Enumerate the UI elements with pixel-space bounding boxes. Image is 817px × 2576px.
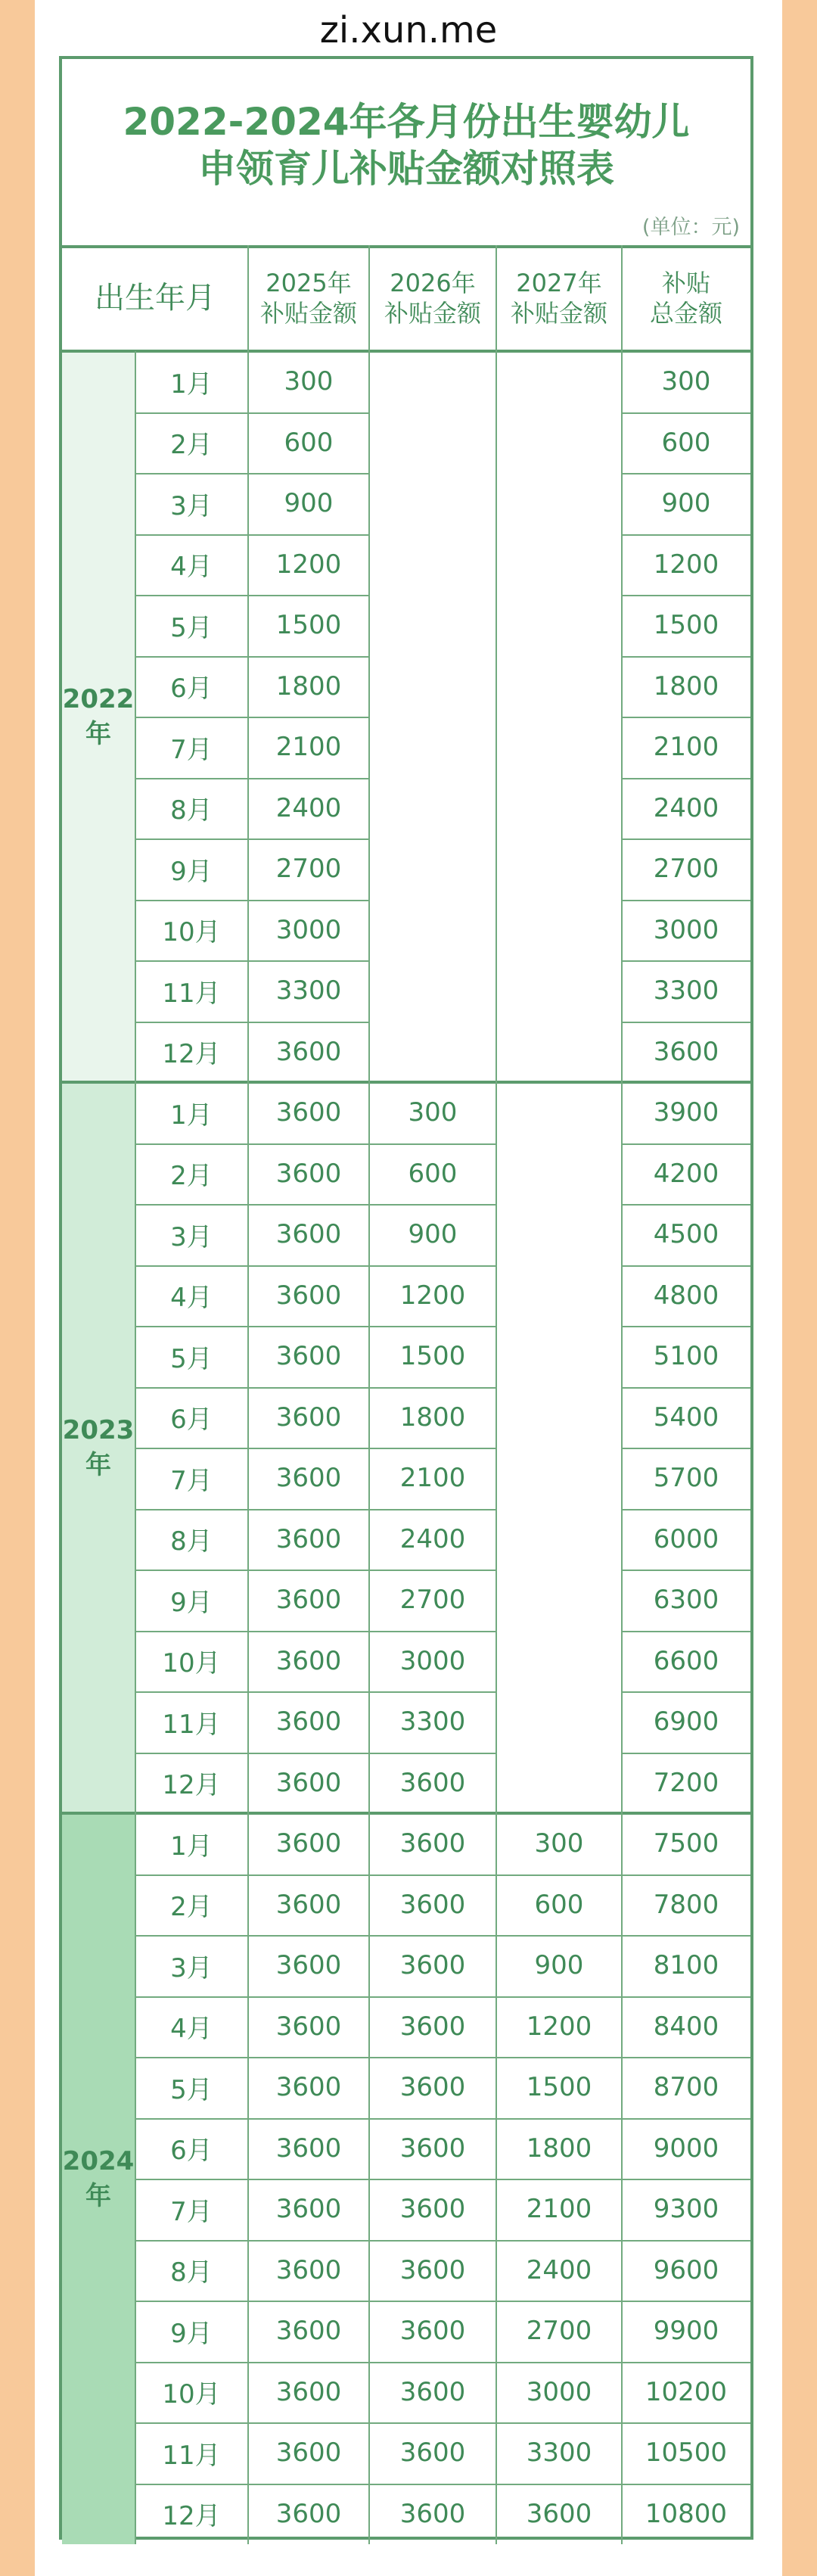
table-rule (135, 351, 136, 2544)
total-cell: 5400 (653, 1402, 719, 1433)
table-rule (135, 412, 369, 414)
table-rule (135, 2484, 369, 2485)
amount-cell-2025: 3600 (275, 1219, 342, 1250)
amount-cell-2026: 3000 (399, 1645, 466, 1676)
table-rule (496, 1874, 622, 1876)
amount-cell-2026: 3600 (399, 1828, 466, 1859)
amount-cell-2026: 3600 (399, 1767, 466, 1798)
table-rule (622, 1570, 750, 1571)
table-rule (369, 2057, 496, 2058)
amount-cell-2026: 300 (408, 1097, 458, 1128)
table-rule (369, 1387, 496, 1389)
month-cell: 11月 (162, 1709, 221, 1740)
table-rule (496, 2484, 622, 2485)
table-rule (622, 473, 750, 474)
year-suffix: 年 (85, 719, 111, 749)
title-line-1: 2022-2024年各月份出生婴幼儿 (123, 100, 690, 144)
table-rule (135, 1387, 369, 1389)
year-number: 2022 (62, 684, 135, 714)
amount-cell-2025: 3300 (275, 975, 342, 1006)
year-label-2024 (62, 1813, 135, 2544)
table-rule (135, 2362, 369, 2363)
table-rule (369, 2422, 496, 2424)
total-cell: 3600 (653, 1036, 719, 1067)
table-rule (622, 1204, 750, 1206)
amount-cell-2025: 3600 (275, 1463, 342, 1494)
amount-cell-2026: 3600 (399, 1950, 466, 1981)
total-cell: 10500 (645, 2438, 728, 2469)
month-cell: 4月 (170, 552, 213, 583)
year-number: 2023 (62, 1415, 135, 1445)
table-rule (496, 2362, 622, 2363)
table-rule (135, 778, 369, 779)
table-rule (135, 2240, 369, 2242)
total-cell: 3000 (653, 914, 719, 945)
table-rule (495, 245, 497, 2544)
total-cell: 7200 (653, 1767, 719, 1798)
table-rule (135, 1448, 369, 1449)
total-cell: 8700 (653, 2072, 719, 2103)
header-2026 (369, 245, 496, 351)
table-rule (622, 2240, 750, 2242)
amount-cell-2025: 3600 (275, 1523, 342, 1554)
total-cell: 300 (661, 366, 711, 397)
table-rule (135, 1631, 369, 1632)
month-cell: 2月 (170, 430, 213, 461)
amount-cell-2025: 1800 (275, 670, 342, 702)
table-rule (369, 1509, 496, 1510)
amount-cell-2027: 1200 (526, 2011, 592, 2042)
table-rule (135, 2179, 369, 2180)
table-rule (622, 1631, 750, 1632)
table-rule (622, 2484, 750, 2485)
table-rule (622, 1448, 750, 1449)
amount-cell-2026: 2400 (399, 1523, 466, 1554)
month-cell: 3月 (170, 1952, 213, 1983)
amount-cell-2025: 2400 (275, 792, 342, 823)
amount-cell-2025: 3600 (275, 2438, 342, 2469)
table-rule (622, 656, 750, 658)
table-rule (369, 1570, 496, 1571)
month-cell: 7月 (170, 1465, 213, 1496)
table-rule (135, 1022, 369, 1023)
table-rule (622, 534, 750, 536)
table-rule (622, 2362, 750, 2363)
amount-cell-2026: 1200 (399, 1280, 466, 1311)
table-rule (135, 900, 369, 901)
table-rule (369, 1996, 496, 1998)
month-cell: 7月 (170, 734, 213, 765)
table-rule (135, 960, 369, 962)
table-rule (622, 1874, 750, 1876)
month-cell: 6月 (170, 2136, 213, 2167)
table-rule (622, 1935, 750, 1937)
table-rule (135, 1326, 369, 1327)
table-rule (496, 1935, 622, 1937)
table-rule (369, 2240, 496, 2242)
table-rule (135, 1143, 369, 1145)
table-rule (369, 2179, 496, 2180)
amount-cell-2026: 3600 (399, 2316, 466, 2347)
table-rule (369, 1935, 496, 1937)
table-rule (135, 1265, 369, 1267)
table-rule (622, 778, 750, 779)
amount-cell-2026: 3600 (399, 2133, 466, 2164)
page-paper (35, 0, 782, 2576)
table-rule (496, 2240, 622, 2242)
total-cell: 3300 (653, 975, 719, 1006)
total-cell: 5700 (653, 1463, 719, 1494)
table-rule (496, 2422, 622, 2424)
total-cell: 9300 (653, 2194, 719, 2225)
amount-cell-2025: 3600 (275, 2498, 342, 2529)
amount-cell-2026: 3600 (399, 2194, 466, 2225)
table-rule (496, 2179, 622, 2180)
amount-cell-2026: 3600 (399, 2254, 466, 2285)
amount-cell-2026: 2100 (399, 1463, 466, 1494)
amount-cell-2027: 300 (534, 1828, 584, 1859)
table-rule (135, 473, 369, 474)
total-cell: 6000 (653, 1523, 719, 1554)
total-cell: 7800 (653, 1889, 719, 1920)
amount-cell-2027: 2400 (526, 2254, 592, 2285)
table-rule (496, 2301, 622, 2302)
total-cell: 4200 (653, 1158, 719, 1189)
month-cell: 12月 (162, 1770, 221, 1801)
amount-cell-2025: 3600 (275, 1097, 342, 1128)
total-cell: 8400 (653, 2011, 719, 2042)
month-cell: 1月 (170, 1831, 213, 1862)
month-cell: 2月 (170, 1161, 213, 1192)
table-rule (368, 245, 370, 2544)
month-cell: 9月 (170, 856, 213, 887)
amount-cell-2025: 3600 (275, 2376, 342, 2407)
total-cell: 6600 (653, 1645, 719, 1676)
table-rule (622, 1753, 750, 1754)
table-rule (135, 2422, 369, 2424)
header-birth-month: 出生年月 (95, 281, 216, 316)
month-cell: 7月 (170, 2196, 213, 2227)
header-2027 (496, 245, 622, 351)
header-2025-label: 补贴金额 (259, 299, 357, 328)
amount-cell-2026: 1800 (399, 1402, 466, 1433)
year-label-2022 (62, 351, 135, 1082)
amount-cell-2026: 1500 (399, 1341, 466, 1372)
header-total (622, 245, 750, 351)
total-cell: 4800 (653, 1280, 719, 1311)
title-line-2: 申领育儿补贴金额对照表 (198, 147, 614, 191)
table-rule (369, 1874, 496, 1876)
table-rule (622, 1691, 750, 1693)
total-cell: 8100 (653, 1950, 719, 1981)
month-cell: 9月 (170, 2318, 213, 2349)
table-rule (135, 2301, 369, 2302)
table-rule (369, 1448, 496, 1449)
table-rule (622, 412, 750, 414)
table-rule (369, 2362, 496, 2363)
amount-cell-2025: 900 (284, 488, 334, 519)
month-cell: 5月 (170, 1343, 213, 1374)
amount-cell-2027: 1800 (526, 2133, 592, 2164)
total-cell: 2700 (653, 854, 719, 885)
month-cell: 10月 (162, 1648, 221, 1679)
month-cell: 3月 (170, 1221, 213, 1252)
header-total-l1: 补贴 (661, 269, 710, 297)
amount-cell-2025: 3600 (275, 2316, 342, 2347)
table-rule (622, 717, 750, 718)
table-rule (369, 1631, 496, 1632)
month-cell: 4月 (170, 1283, 213, 1314)
total-cell: 9900 (653, 2316, 719, 2347)
total-cell: 7500 (653, 1828, 719, 1859)
header-2025 (248, 245, 369, 351)
table-rule (622, 1143, 750, 1145)
amount-cell-2025: 3600 (275, 2194, 342, 2225)
amount-cell-2027: 3000 (526, 2376, 592, 2407)
month-cell: 12月 (162, 1039, 221, 1070)
amount-cell-2025: 3600 (275, 1341, 342, 1372)
table-rule (622, 1509, 750, 1510)
amount-cell-2025: 3600 (275, 2011, 342, 2042)
amount-cell-2026: 3600 (399, 2011, 466, 2042)
subsidy-table (62, 245, 750, 2537)
table-rule (622, 900, 750, 901)
table-rule (622, 595, 750, 596)
table-rule (62, 1081, 750, 1084)
table-rule (369, 1204, 496, 1206)
amount-cell-2025: 300 (284, 366, 334, 397)
total-cell: 900 (661, 488, 711, 519)
amount-cell-2025: 1500 (275, 610, 342, 641)
header-2026-year: 2026年 (390, 269, 476, 297)
table-rule (135, 1570, 369, 1571)
year-label-2023 (62, 1082, 135, 1813)
table-rule (135, 1935, 369, 1937)
table-rule (369, 2484, 496, 2485)
month-cell: 3月 (170, 490, 213, 521)
table-rule (369, 1691, 496, 1693)
month-cell: 5月 (170, 2074, 213, 2105)
total-cell: 4500 (653, 1219, 719, 1250)
amount-cell-2025: 2100 (275, 732, 342, 763)
header-total-l2: 总金额 (649, 299, 722, 328)
amount-cell-2027: 900 (534, 1950, 584, 1981)
month-cell: 10月 (162, 917, 221, 948)
month-cell: 11月 (162, 2440, 221, 2471)
table-rule (135, 838, 369, 840)
table-rule (622, 960, 750, 962)
table-rule (496, 2057, 622, 2058)
table-rule (135, 1204, 369, 1206)
amount-cell-2025: 600 (284, 427, 334, 458)
amount-cell-2025: 3600 (275, 1402, 342, 1433)
table-rule (621, 245, 623, 2544)
amount-cell-2027: 2700 (526, 2316, 592, 2347)
amount-cell-2026: 900 (408, 1219, 458, 1250)
year-suffix: 年 (85, 2181, 111, 2211)
table-rule (622, 2422, 750, 2424)
amount-cell-2027: 3600 (526, 2498, 592, 2529)
amount-cell-2026: 3300 (399, 1706, 466, 1738)
table-rule (62, 350, 750, 353)
table-rule (369, 1265, 496, 1267)
amount-cell-2026: 2700 (399, 1585, 466, 1616)
amount-cell-2026: 3600 (399, 2072, 466, 2103)
amount-cell-2025: 3600 (275, 2072, 342, 2103)
month-cell: 12月 (162, 2501, 221, 2532)
table-rule (622, 1387, 750, 1389)
month-cell: 6月 (170, 1405, 213, 1436)
table-rule (496, 1996, 622, 1998)
amount-cell-2027: 600 (534, 1889, 584, 1920)
month-cell: 5月 (170, 612, 213, 643)
total-cell: 9600 (653, 2254, 719, 2285)
table-title (62, 98, 750, 192)
month-cell: 8月 (170, 1526, 213, 1557)
table-rule (135, 595, 369, 596)
month-cell: 1月 (170, 1100, 213, 1131)
amount-cell-2025: 3600 (275, 2254, 342, 2285)
table-rule (369, 1326, 496, 1327)
table-rule (369, 1143, 496, 1145)
table-rule (135, 1996, 369, 1998)
total-cell: 6900 (653, 1706, 719, 1738)
amount-cell-2026: 3600 (399, 2498, 466, 2529)
table-rule (135, 656, 369, 658)
table-rule (135, 717, 369, 718)
table-rule (622, 838, 750, 840)
table-rule (135, 2057, 369, 2058)
site-watermark: zi.xun.me (319, 9, 498, 51)
month-cell: 2月 (170, 1892, 213, 1923)
header-2025-year: 2025年 (266, 269, 352, 297)
amount-cell-2026: 3600 (399, 2376, 466, 2407)
table-rule (622, 2301, 750, 2302)
table-rule (135, 1753, 369, 1754)
amount-cell-2025: 3600 (275, 1767, 342, 1798)
table-rule (135, 534, 369, 536)
header-2026-label: 补贴金额 (384, 299, 481, 328)
total-cell: 2400 (653, 792, 719, 823)
table-rule (622, 1265, 750, 1267)
month-cell: 9月 (170, 1587, 213, 1618)
table-rule (622, 2179, 750, 2180)
amount-cell-2025: 2700 (275, 854, 342, 885)
table-rule (496, 2118, 622, 2120)
amount-cell-2025: 3600 (275, 1828, 342, 1859)
amount-cell-2025: 3600 (275, 2133, 342, 2164)
total-cell: 5100 (653, 1341, 719, 1372)
amount-cell-2027: 3300 (526, 2438, 592, 2469)
month-cell: 6月 (170, 674, 213, 705)
table-rule (622, 2057, 750, 2058)
month-cell: 11月 (162, 978, 221, 1009)
month-cell: 8月 (170, 795, 213, 826)
year-number: 2024 (62, 2146, 135, 2176)
total-cell: 3900 (653, 1097, 719, 1128)
table-rule (369, 2118, 496, 2120)
amount-cell-2027: 1500 (526, 2072, 592, 2103)
amount-cell-2025: 3600 (275, 1280, 342, 1311)
header-2027-label: 补贴金额 (510, 299, 607, 328)
month-cell: 8月 (170, 2257, 213, 2288)
amount-cell-2026: 600 (408, 1158, 458, 1189)
year-suffix: 年 (85, 1450, 111, 1480)
table-rule (135, 2118, 369, 2120)
amount-cell-2025: 3600 (275, 1706, 342, 1738)
amount-cell-2027: 2100 (526, 2194, 592, 2225)
table-rule (622, 1326, 750, 1327)
amount-cell-2025: 3000 (275, 914, 342, 945)
total-cell: 1500 (653, 610, 719, 641)
month-cell: 10月 (162, 2379, 221, 2410)
month-cell: 1月 (170, 369, 213, 400)
table-rule (135, 1509, 369, 1510)
header-2027-year: 2027年 (516, 269, 602, 297)
total-cell: 2100 (653, 732, 719, 763)
total-cell: 1800 (653, 670, 719, 702)
total-cell: 1200 (653, 549, 719, 580)
table-rule (622, 1996, 750, 1998)
amount-cell-2025: 3600 (275, 1158, 342, 1189)
amount-cell-2025: 3600 (275, 1645, 342, 1676)
amount-cell-2025: 3600 (275, 1950, 342, 1981)
table-rule (369, 2301, 496, 2302)
total-cell: 10800 (645, 2498, 728, 2529)
subsidy-table-card (59, 56, 753, 2540)
amount-cell-2026: 3600 (399, 2438, 466, 2469)
amount-cell-2026: 3600 (399, 1889, 466, 1920)
table-rule (62, 1812, 750, 1815)
amount-cell-2025: 1200 (275, 549, 342, 580)
table-rule (135, 1874, 369, 1876)
amount-cell-2025: 3600 (275, 1889, 342, 1920)
table-rule (622, 1022, 750, 1023)
total-cell: 600 (661, 427, 711, 458)
table-rule (369, 1753, 496, 1754)
table-rule (622, 2118, 750, 2120)
table-rule (135, 1691, 369, 1693)
amount-cell-2025: 3600 (275, 1585, 342, 1616)
month-cell: 4月 (170, 2014, 213, 2045)
total-cell: 10200 (645, 2376, 728, 2407)
total-cell: 6300 (653, 1585, 719, 1616)
unit-note: (单位：元) (641, 216, 740, 239)
table-rule (62, 245, 750, 248)
table-rule (247, 245, 249, 2544)
amount-cell-2025: 3600 (275, 1036, 342, 1067)
total-cell: 9000 (653, 2133, 719, 2164)
